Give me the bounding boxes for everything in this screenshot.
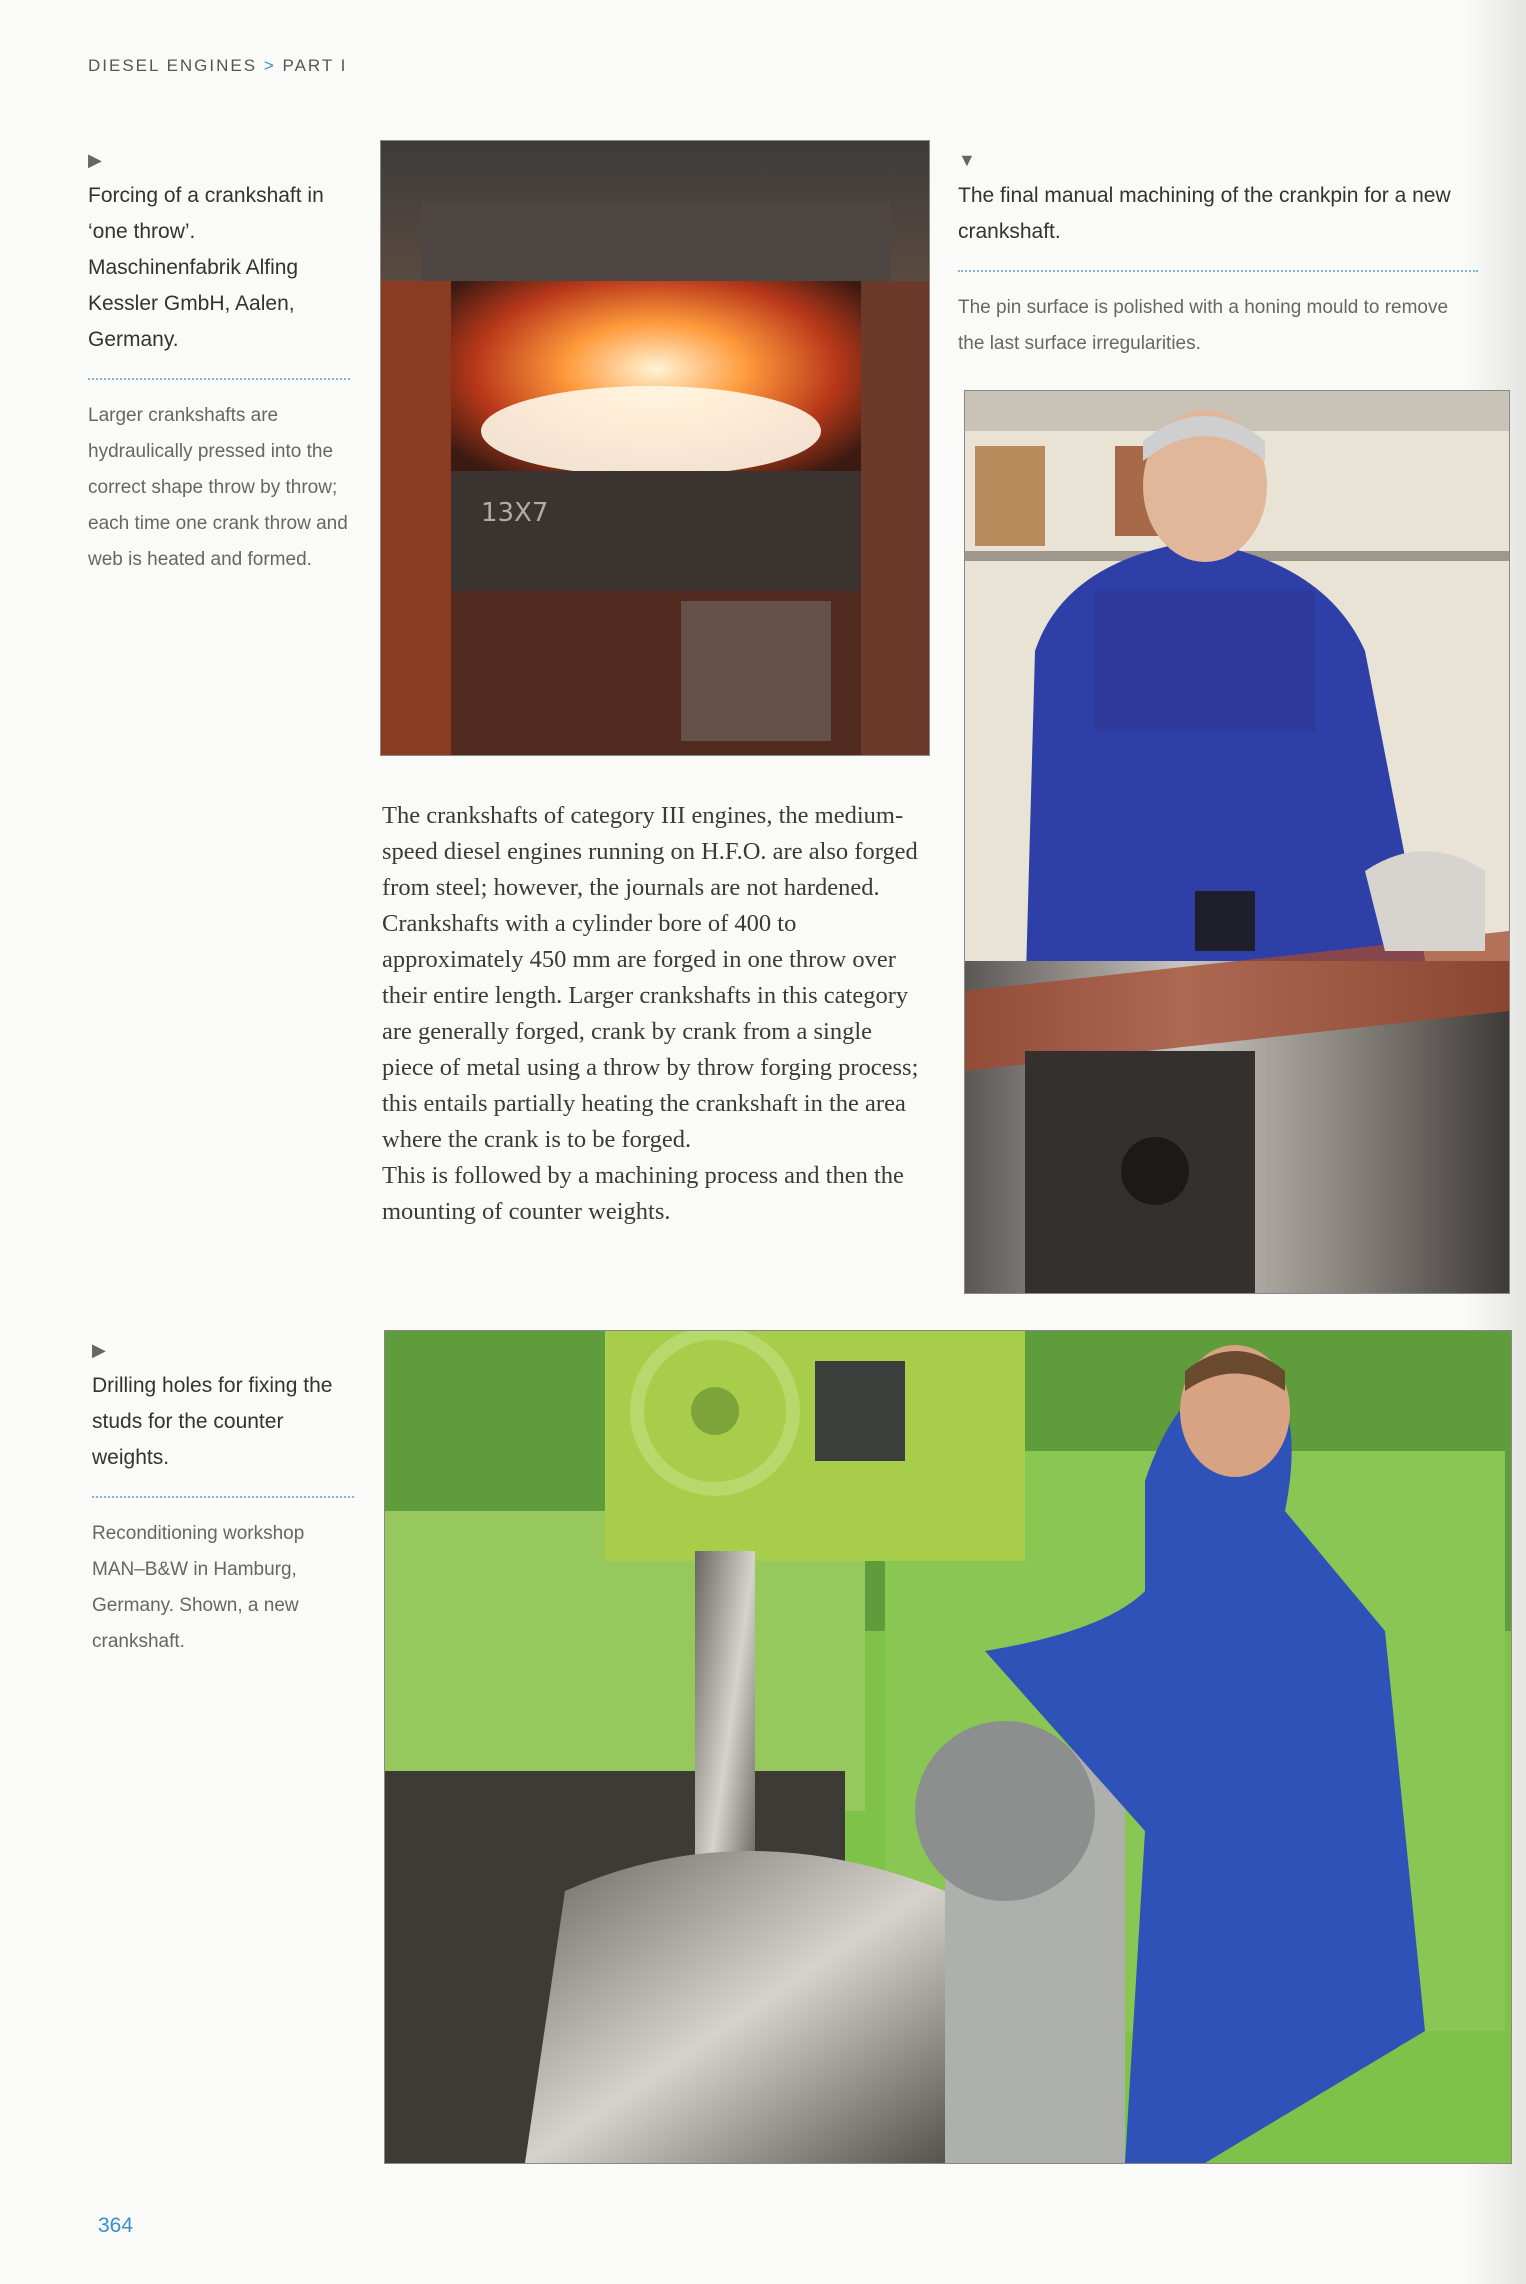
photo-machining-crankpin: [964, 390, 1510, 1294]
header-part: PART I: [282, 56, 348, 75]
arrow-right-icon: ▶: [88, 150, 102, 170]
caption-machining: [958, 150, 1478, 362]
body-paragraph: The crankshafts of category III engines, the medium-speed diesel engines running on H.F.O. are also forged from steel; however, the journals are not hardened. Crankshafts with a cylinder bore of 400 to approximately 450 mm are forged in one throw over their entire length. Larger crankshafts in this category are generally forged, crank by crank from a single piece of metal using a throw by throw forging process; this entails partially heating the crankshaft in the area where the crank is to be forged.: [382, 802, 919, 1153]
caption-machining-detail: The pin surface is polished with a honing mould to remove the last surface irregularities.: [958, 297, 1449, 354]
arrow-right-icon: ▶: [92, 1340, 106, 1360]
forging-marking: 13X7: [481, 498, 549, 528]
divider: [92, 1496, 354, 1498]
body-text: [382, 798, 922, 1230]
header-section: DIESEL ENGINES: [88, 56, 258, 75]
divider: [88, 378, 350, 380]
photo-forging-press: [380, 140, 930, 756]
caption-forging-detail: Larger crankshafts are hydraulically pressed into the correct shape throw by throw; each time one crank throw and web is heated and formed.: [88, 405, 348, 570]
body-paragraph: This is followed by a machining process and then the mounting of counter weights.: [382, 1162, 904, 1225]
caption-drilling-detail: Reconditioning workshop MAN–B&W in Hamburg, Germany. Shown, a new crankshaft.: [92, 1523, 305, 1652]
caption-drilling-title: Drilling holes for fixing the studs for the counter weights.: [92, 1374, 333, 1469]
caption-drilling: [92, 1340, 354, 1660]
caption-forging: [88, 150, 350, 578]
running-header: [88, 56, 347, 76]
caption-forging-title: Forcing of a crankshaft in ‘one throw’. Maschinenfabrik Alfing Kessler GmbH, Aalen, Germany.: [88, 184, 324, 351]
caption-machining-title: The final manual machining of the crankpin for a new crankshaft.: [958, 184, 1451, 243]
photo-drilling-machine: [384, 1330, 1512, 2164]
divider: [958, 270, 1478, 272]
header-separator: >: [263, 56, 276, 75]
arrow-down-icon: ▼: [958, 150, 976, 170]
page-number: 364: [98, 2214, 134, 2237]
